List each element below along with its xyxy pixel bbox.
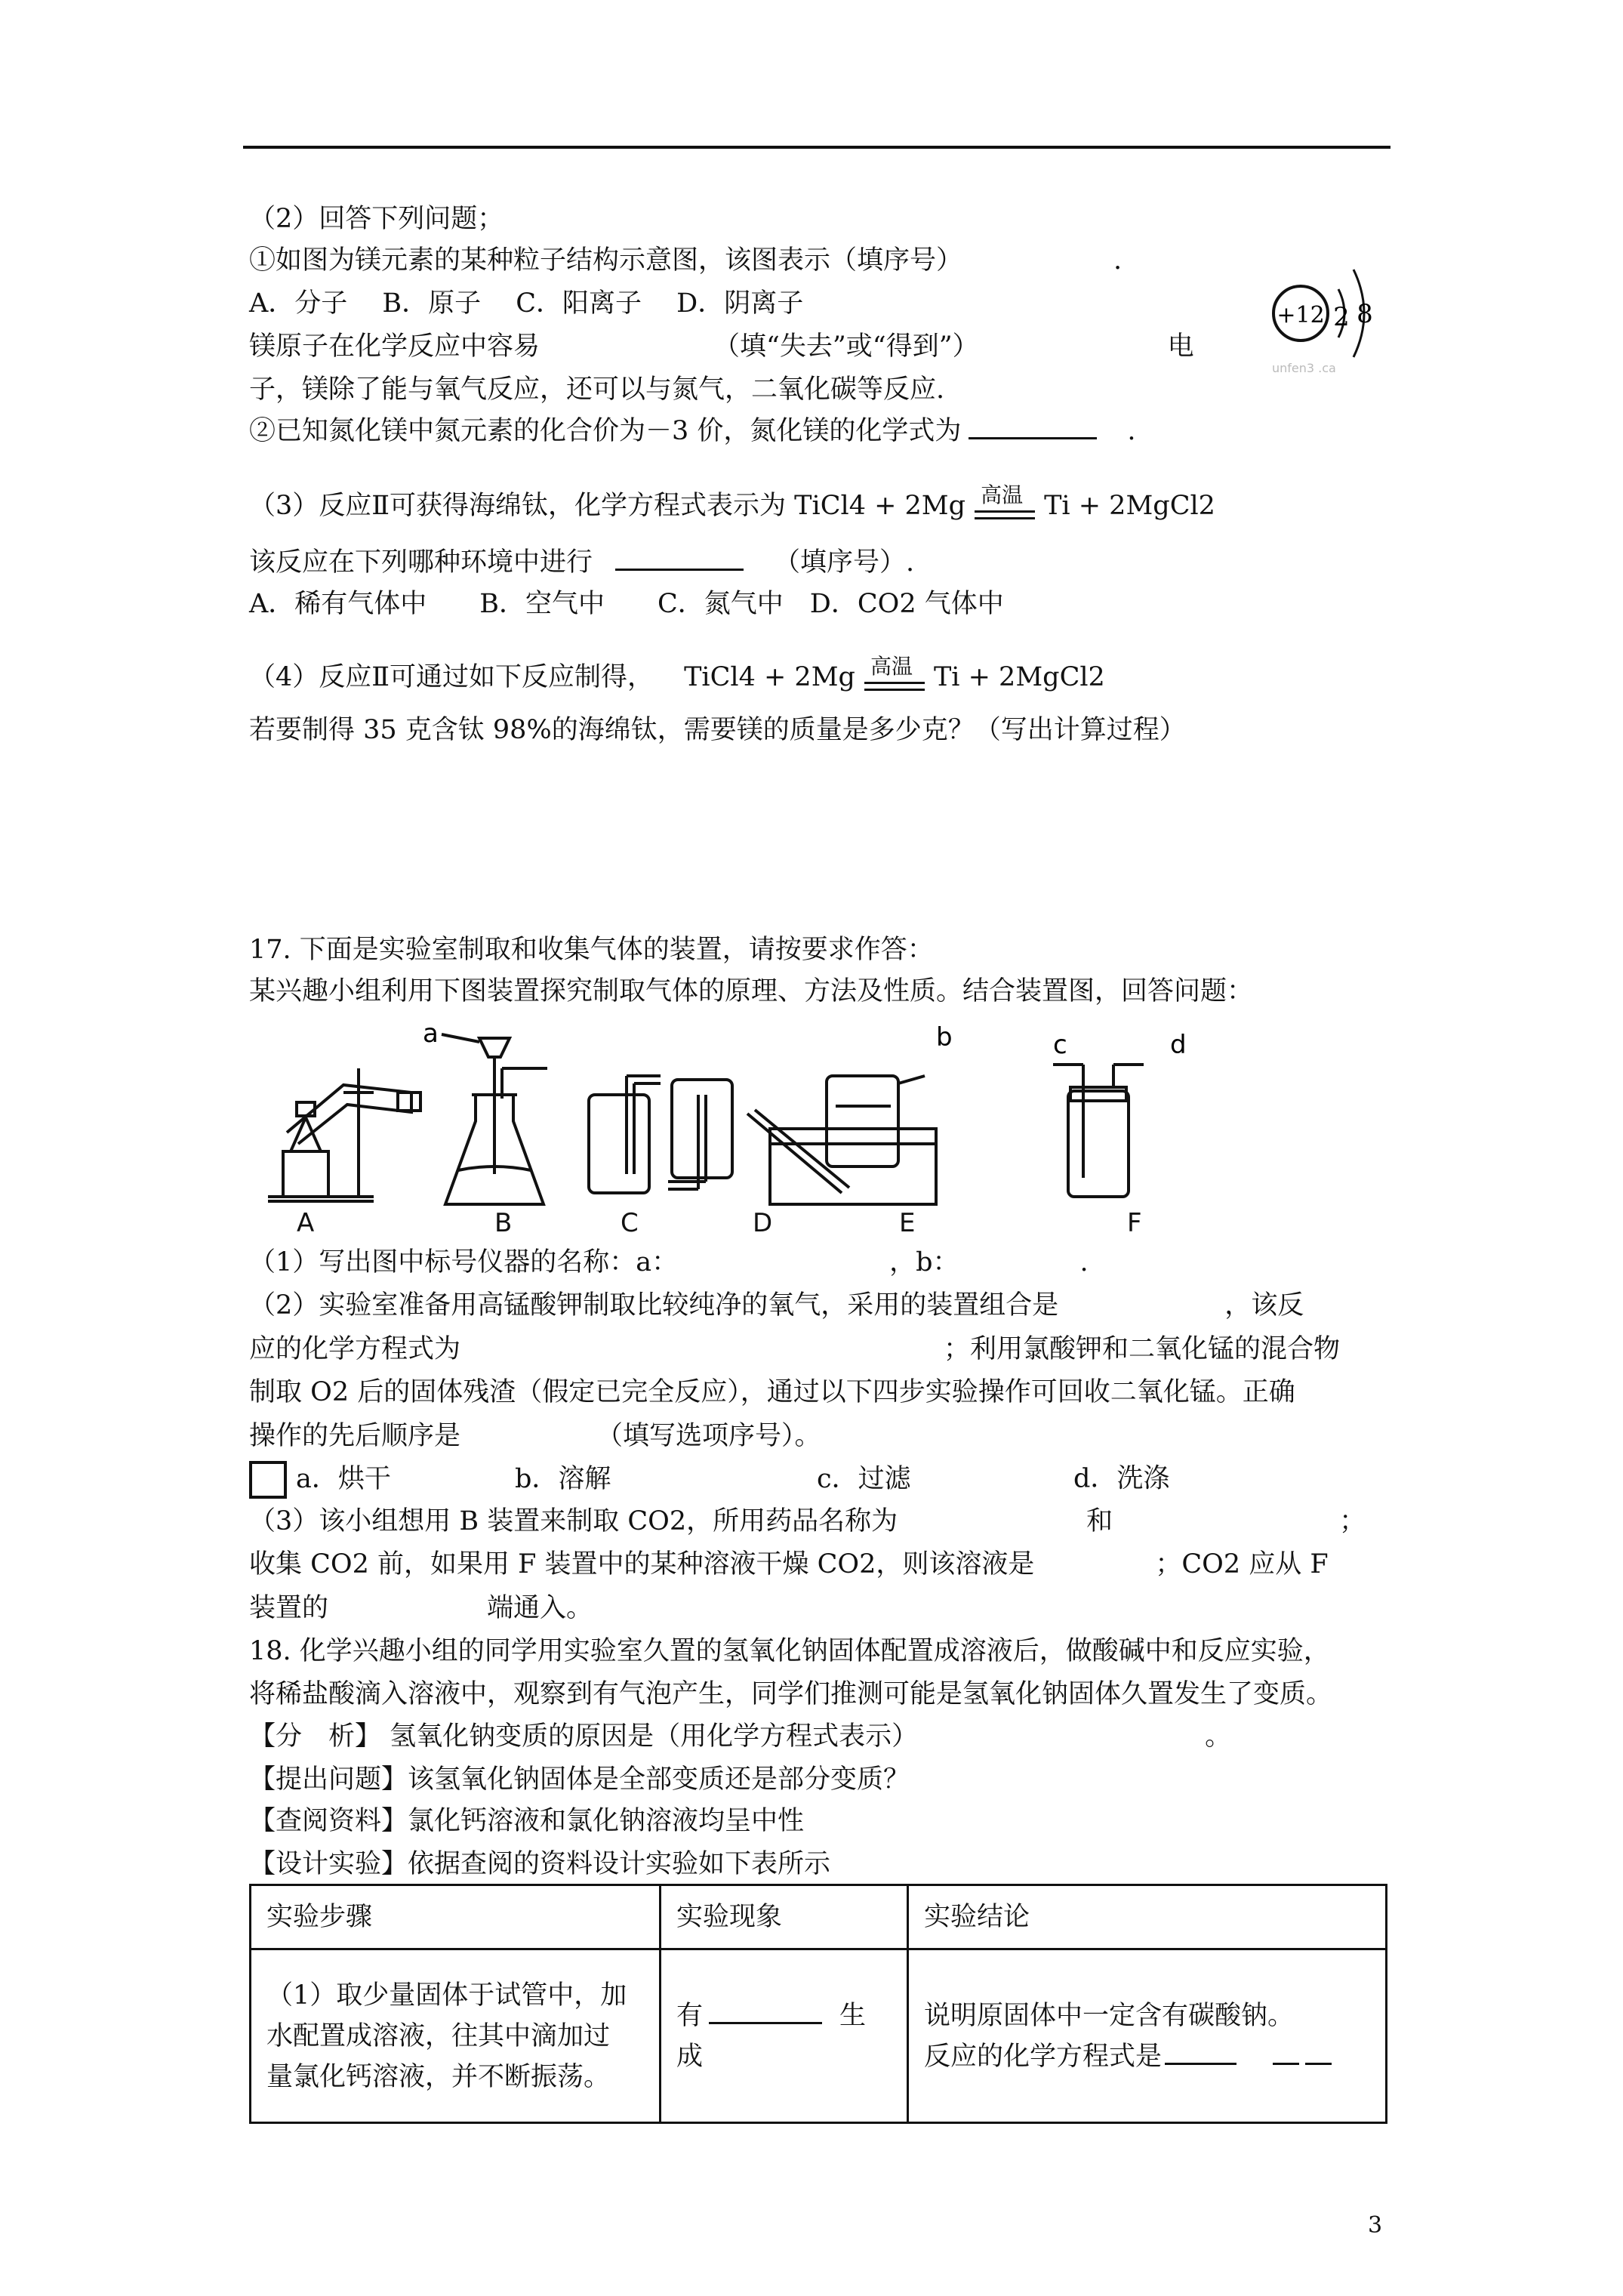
q2-heading: （2）回答下列问题；: [249, 204, 504, 234]
shell-2-electrons: 8: [1357, 299, 1373, 329]
conclusion-text: 反应的化学方程式是: [924, 2041, 1163, 2072]
q17-sub-2c: 制取 O2 后的固体残渣（假定已完全反应），通过以下四步实验操作可回收二氧化锰。正确: [249, 1377, 1295, 1407]
header-conclusion: 实验结论: [908, 1885, 1387, 1949]
q18-line-2: 将稀盐酸滴入溶液中，观察到有气泡产生，同学们推测可能是氢氧化钠固体久置发生了变质。: [249, 1679, 1333, 1709]
label-c: c: [1053, 1030, 1067, 1060]
q17-sub-2a-text: （2）实验室准备用高锰酸钾制取比较纯净的氧气，采用的装置组合是: [249, 1290, 1059, 1321]
q17-sub-3b-end: ；CO2 应从 F: [1155, 1549, 1329, 1579]
q17-sub-2d-end: （填写选项序号）。: [596, 1421, 821, 1451]
q4-reactants: TiCl4 + 2Mg: [684, 662, 855, 692]
q2-item-2: [249, 330, 1194, 363]
q2-item-4: [249, 415, 1136, 448]
q17-sub-1-text: （1）写出图中标号仪器的名称：a：: [249, 1247, 679, 1277]
step-line-1: （1）取少量固体于试管中，加: [266, 1980, 627, 2011]
table-row: [251, 1949, 1387, 2123]
apparatus-f-gas-washing-bottle: [1053, 1065, 1144, 1197]
q3-products: Ti + 2MgCl2: [1044, 491, 1215, 521]
q17-sub-2a: [249, 1289, 1304, 1322]
q3-options: A．稀有气体中 B．空气中 C．氮气中 D．CO2 气体中: [249, 589, 1004, 619]
magnesium-ion-structure-diagram: [1257, 253, 1385, 374]
step-line-2: 水配置成溶液，往其中滴加过: [266, 2020, 611, 2051]
q18-line-1: 18. 化学兴趣小组的同学用实验室久置的氢氧化钠固体配置成溶液后，做酸碱中和反应实验，: [249, 1636, 1330, 1666]
label-a: a: [423, 1023, 439, 1049]
phenomenon-a: 有: [676, 2000, 704, 2031]
condition-label: 高温: [981, 482, 1024, 507]
q4-equation-line: [249, 653, 1105, 694]
q18-question: 【提出问题】该氢氧化钠固体是全部变质还是部分变质？: [249, 1764, 910, 1795]
apparatus-letter-d: D: [753, 1208, 773, 1238]
q17-sub-3a-end: ；: [1339, 1506, 1366, 1536]
q17-sub-1-end: .: [1079, 1247, 1089, 1277]
header-phenomenon: 实验现象: [661, 1885, 908, 1949]
apparatus-letter-f: F: [1127, 1208, 1142, 1238]
apparatus-letter-c: C: [621, 1208, 639, 1238]
q17-sub-3c: [249, 1592, 593, 1625]
q18-analysis: [249, 1720, 1231, 1753]
q2-options: A．分子 B．原子 C．阳离子 D．阴离子: [249, 288, 804, 319]
conclusion-line-2: [924, 2036, 1370, 2077]
condition-equals-sign: [975, 482, 1035, 522]
q18-reference: 【查阅资料】氯化钙溶液和氯化钠溶液均呈中性: [249, 1806, 805, 1836]
q18-analysis-end: 。: [1205, 1721, 1232, 1752]
label-d: d: [1170, 1030, 1187, 1060]
q17-sub-3c-text: 装置的: [249, 1593, 329, 1623]
q17-sub-3a-mid: 和: [1086, 1506, 1113, 1536]
q17-intro: 某兴趣小组利用下图装置探究制取气体的原理、方法及性质。结合装置图，回答问题：: [249, 976, 1254, 1006]
q17-sub-3c-end: 端通入。: [487, 1593, 593, 1623]
q4-text: （4）反应Ⅱ可通过如下反应制得，: [249, 662, 654, 692]
operation-a: a．烘干: [296, 1463, 391, 1494]
header-rule: [243, 146, 1390, 149]
apparatus-letter-b: B: [494, 1208, 513, 1238]
lab-apparatus-figure: [253, 1023, 1249, 1219]
q3-environment-end: （填序号）.: [774, 547, 915, 578]
q3-equation-line: [249, 482, 1215, 522]
page-number: 3: [1368, 2212, 1383, 2239]
q17-sub-2b-text: 应的化学方程式为: [249, 1334, 461, 1364]
cell-step: [251, 1949, 661, 2123]
q18-analysis-text: 【分 析】 氢氧化钠变质的原因是（用化学方程式表示）: [249, 1721, 919, 1752]
q3-environment: [249, 546, 914, 579]
operation-b: b．溶解: [515, 1463, 611, 1494]
q17-sub-3a: [249, 1505, 1366, 1538]
q18-design: 【设计实验】依据查阅的资料设计实验如下表所示: [249, 1849, 831, 1879]
answer-blank: [709, 1999, 822, 2024]
q17-sub-1: [249, 1246, 1089, 1279]
q2-item-1: [249, 244, 1122, 277]
q17-title: 17. 下面是实验室制取和收集气体的装置，请按要求作答：: [249, 935, 934, 965]
q2-item-3: 子，镁除了能与氧气反应，还可以与氮气，二氧化碳等反应.: [249, 374, 945, 405]
step-line-3: 量氯化钙溶液，并不断振荡。: [266, 2061, 611, 2092]
label-b: b: [936, 1023, 953, 1052]
cell-phenomenon: [661, 1949, 908, 2123]
apparatus-a-heating-setup: [268, 1068, 420, 1201]
condition-label: 高温: [870, 653, 913, 679]
q2-item-2b: （填“失去”或“得到”）: [713, 331, 979, 362]
answer-blank: [1305, 2040, 1332, 2065]
q17-operations: [249, 1461, 1169, 1499]
answer-blank: [615, 546, 744, 571]
q17-sub-2b-end: ；利用氯酸钾和二氧化锰的混合物: [944, 1334, 1341, 1364]
q17-sub-3b: [249, 1548, 1329, 1581]
condition-equals-sign: [864, 653, 925, 694]
answer-blank: [969, 415, 1097, 439]
header-step: 实验步骤: [251, 1885, 661, 1949]
conclusion-line-1: 说明原固体中一定含有碳酸钠。: [924, 2000, 1295, 2031]
q3-environment-text: 该反应在下列哪种环境中进行: [249, 547, 593, 578]
q2-item-4-end: .: [1127, 416, 1136, 446]
operation-c: c．过滤: [817, 1463, 911, 1494]
shell-1-electrons: 2: [1333, 302, 1350, 332]
operation-d: d．洗涤: [1073, 1463, 1170, 1494]
q2-item-2a: 镁原子在化学反应中容易: [249, 331, 540, 362]
nucleus-charge: +12: [1277, 302, 1325, 328]
apparatus-letter-a: A: [297, 1208, 315, 1238]
q2-item-1-text: ①如图为镁元素的某种粒子结构示意图，该图表示（填序号）: [249, 245, 963, 276]
q4-products: Ti + 2MgCl2: [933, 662, 1105, 692]
answer-box: [249, 1461, 287, 1499]
table-header-row: [251, 1885, 1387, 1949]
answer-blank: [1273, 2040, 1299, 2065]
cell-conclusion: [908, 1949, 1387, 2123]
phenomenon-b: 生成: [676, 2000, 867, 2072]
q17-sub-2d-text: 操作的先后顺序是: [249, 1421, 461, 1451]
apparatus-c-upward-collection: [589, 1076, 661, 1193]
q17-sub-3b-text: 收集 CO2 前，如果用 F 装置中的某种溶液干燥 CO2，则该溶液是: [249, 1549, 1035, 1579]
q2-item-2c: 电: [1167, 331, 1194, 362]
q17-sub-2b: [249, 1333, 1340, 1366]
q17-sub-1-b: ，b：: [889, 1247, 959, 1277]
image-watermark: unfen3 .ca: [1272, 361, 1336, 374]
q2-item-1-end: .: [1113, 245, 1123, 276]
q17-sub-2a-end: ，该反: [1224, 1290, 1304, 1321]
q3-text: （3）反应Ⅱ可获得海绵钛，化学方程式表示为 TiCl4 + 2Mg: [249, 491, 966, 521]
answer-blank: [1165, 2040, 1236, 2065]
experiment-table: [249, 1884, 1387, 2124]
apparatus-e-water-trough: [747, 1076, 936, 1204]
apparatus-d-downward-collection: [668, 1080, 732, 1189]
q17-sub-2d: [249, 1419, 821, 1453]
apparatus-letters: [253, 1208, 1249, 1238]
apparatus-b-flask: [442, 1034, 547, 1204]
q2-item-4-text: ②已知氮化镁中氮元素的化合价为－3 价，氮化镁的化学式为: [249, 416, 962, 446]
apparatus-letter-e: E: [899, 1208, 916, 1238]
q17-sub-3a-text: （3）该小组想用 B 装置来制取 CO2，所用药品名称为: [249, 1506, 898, 1536]
q4-question: 若要制得 35 克含钛 98%的海绵钛，需要镁的质量是多少克？（写出计算过程）: [249, 715, 1186, 745]
